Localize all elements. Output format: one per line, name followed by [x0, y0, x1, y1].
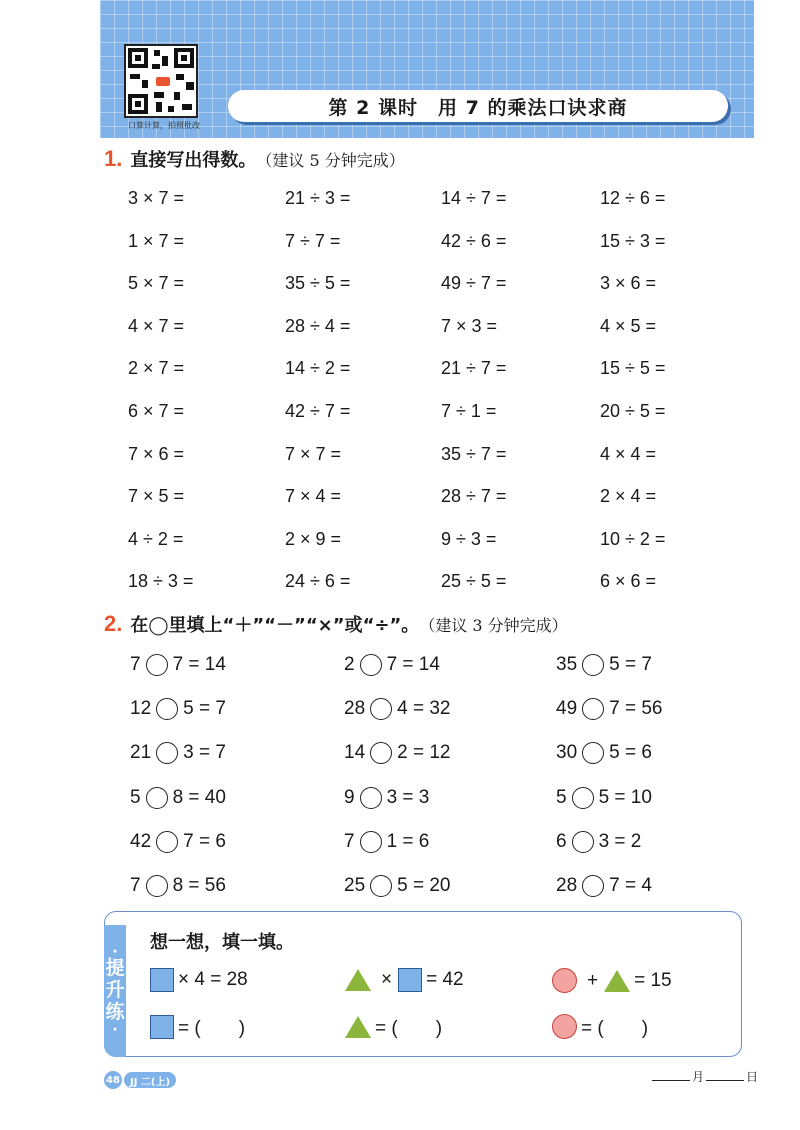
qr-caption: 口算计算，拍照批改: [128, 121, 200, 130]
calc-item[interactable]: 42 ÷ 6 =: [441, 230, 507, 251]
qr-logo: [156, 77, 170, 86]
right-expression: 3 = 3: [386, 786, 430, 808]
improve-item: [150, 1013, 245, 1040]
calc-item[interactable]: 18 ÷ 3 =: [128, 571, 194, 592]
left-operand: 42: [130, 830, 152, 852]
calc-item[interactable]: 12 ÷ 6 =: [600, 188, 666, 208]
right-expression: 8 = 40: [172, 786, 226, 808]
qr-finder: [174, 48, 194, 68]
month-label: 月: [692, 1070, 705, 1084]
tab-char: 提: [105, 957, 125, 980]
qr-module: [186, 82, 194, 90]
calc-item[interactable]: 20 ÷ 5 =: [600, 401, 666, 421]
operator-circle-blank[interactable]: [156, 698, 178, 720]
right-expression: 7 = 56: [609, 698, 663, 720]
answer-blank[interactable]: = ( ): [375, 1018, 443, 1039]
operator-item: [556, 698, 663, 720]
left-operand: 2: [344, 654, 355, 675]
improve-item: [345, 968, 464, 992]
calc-item[interactable]: 3 × 7 =: [128, 188, 185, 208]
operator-item: [556, 742, 652, 764]
improve-title: 想一想，填一填。: [150, 932, 294, 953]
calc-item[interactable]: 4 ÷ 2 =: [128, 528, 184, 549]
left-operand: 6: [556, 830, 567, 852]
right-expression: 3 = 7: [183, 742, 226, 764]
qr-finder: [128, 94, 148, 114]
right-expression: 5 = 20: [397, 875, 451, 896]
right-expression: 5 = 6: [609, 742, 652, 764]
right-expression: 5 = 7: [609, 654, 652, 675]
operator-item: [130, 742, 226, 764]
calc-item[interactable]: 2 × 9 =: [285, 528, 342, 549]
equation-text: × 4 = 28: [178, 969, 248, 990]
operator-item: [556, 654, 652, 676]
left-operand: 21: [130, 742, 152, 764]
right-expression: 4 = 32: [397, 698, 451, 720]
right-expression: 7 = 14: [386, 654, 440, 675]
operator-item: [556, 787, 652, 809]
operator-circle-blank[interactable]: [582, 875, 604, 897]
right-expression: 3 = 2: [598, 830, 642, 852]
operator-item: [130, 787, 226, 809]
left-operand: 5: [130, 786, 141, 808]
square-shape[interactable]: [150, 1015, 174, 1039]
question-1-note: （建议 5 分钟完成）: [256, 151, 405, 170]
calc-item[interactable]: 14 ÷ 2 =: [285, 358, 351, 379]
operator-item: [344, 654, 440, 676]
operator-item: [556, 875, 652, 897]
improve-item: [552, 1013, 648, 1040]
triangle-shape[interactable]: [345, 1016, 371, 1038]
calc-item[interactable]: 7 ÷ 1 =: [441, 401, 497, 421]
calc-item[interactable]: 7 × 4 =: [285, 486, 342, 507]
square-shape[interactable]: [150, 968, 174, 992]
operator-item: [130, 831, 226, 853]
operator-circle-blank[interactable]: [156, 831, 178, 853]
operator-circle-blank[interactable]: [370, 875, 392, 897]
right-expression: 5 = 7: [183, 698, 226, 720]
calc-item[interactable]: 24 ÷ 6 =: [285, 571, 351, 592]
calc-item[interactable]: 7 × 6 =: [128, 443, 185, 464]
left-operand: 5: [556, 786, 567, 808]
left-operand: 9: [344, 786, 355, 808]
operator-item: [344, 831, 429, 853]
calc-item[interactable]: 7 ÷ 7 =: [285, 230, 341, 251]
right-expression: 7 = 4: [609, 875, 652, 896]
operator-item: [344, 698, 451, 720]
calc-item[interactable]: 6 × 7 =: [128, 401, 185, 421]
operator-circle-blank[interactable]: [572, 831, 594, 853]
operator-circle-blank[interactable]: [572, 787, 594, 809]
square-shape[interactable]: [398, 968, 422, 992]
qr-module: [154, 50, 160, 56]
question-1-instruction: 直接写出得数。: [130, 150, 257, 171]
tab-dot: ·: [112, 1021, 118, 1038]
operator-circle-blank[interactable]: [360, 831, 382, 853]
qr-module: [142, 80, 148, 88]
improve-tab: [104, 925, 126, 1057]
calc-item[interactable]: 42 ÷ 7 =: [285, 401, 351, 421]
triangle-shape[interactable]: [345, 969, 371, 991]
calc-item[interactable]: 15 ÷ 3 =: [600, 230, 666, 251]
calc-item[interactable]: 14 ÷ 7 =: [441, 188, 507, 208]
answer-blank[interactable]: = ( ): [581, 1018, 649, 1039]
operator-circle-blank[interactable]: [146, 787, 168, 809]
question-1-number: 1.: [104, 146, 123, 171]
left-operand: 25: [344, 875, 366, 896]
left-operand: 49: [556, 698, 578, 720]
improve-item: [150, 968, 248, 992]
qr-module: [156, 102, 162, 112]
left-operand: 7: [344, 830, 355, 852]
calc-item[interactable]: 1 × 7 =: [128, 230, 185, 251]
operator-item: [130, 654, 226, 676]
operator-circle-blank[interactable]: [146, 875, 168, 897]
calc-item[interactable]: 28 ÷ 7 =: [441, 486, 507, 507]
calc-item[interactable]: 21 ÷ 7 =: [441, 358, 507, 379]
right-expression: 8 = 56: [172, 875, 226, 896]
qr-module: [182, 104, 192, 110]
right-expression: 1 = 6: [386, 830, 430, 852]
operator-item: [344, 742, 451, 764]
left-operand: 7: [130, 875, 141, 896]
calc-item[interactable]: 7 × 3 =: [441, 315, 498, 336]
question-2-note: （建议 3 分钟完成）: [419, 616, 568, 635]
date-line: [650, 1068, 758, 1085]
circle-shape[interactable]: [552, 1014, 577, 1039]
operator-circle-blank[interactable]: [146, 654, 168, 676]
calc-item[interactable]: 35 ÷ 5 =: [285, 273, 351, 294]
qr-module: [162, 56, 168, 66]
left-operand: 30: [556, 742, 578, 764]
calc-item[interactable]: 25 ÷ 5 =: [441, 571, 507, 592]
calc-item[interactable]: 4 × 4 =: [600, 443, 657, 464]
operator-circle-blank[interactable]: [582, 742, 604, 764]
question-2-heading: [104, 611, 568, 637]
qr-code[interactable]: [124, 44, 198, 118]
equation-text: = 15: [634, 969, 672, 991]
operator-circle-blank[interactable]: [360, 787, 382, 809]
operator-text: ×: [381, 969, 393, 990]
qr-finder: [128, 48, 148, 68]
operator-item: [344, 787, 429, 809]
calc-item[interactable]: 9 ÷ 3 =: [441, 528, 497, 549]
triangle-shape[interactable]: [604, 970, 630, 992]
calc-item[interactable]: 3 × 6 =: [600, 273, 657, 294]
qr-module: [130, 74, 140, 79]
calc-item[interactable]: 2 × 7 =: [128, 358, 185, 379]
calc-item[interactable]: 35 ÷ 7 =: [441, 443, 507, 464]
grade-tag: JJ 二(上): [124, 1072, 176, 1088]
improve-item: [345, 1013, 442, 1040]
left-operand: 12: [130, 698, 152, 720]
qr-module: [152, 64, 160, 69]
calc-item[interactable]: 10 ÷ 2 =: [600, 528, 666, 549]
calc-item[interactable]: 4 × 7 =: [128, 315, 185, 336]
calc-item[interactable]: 28 ÷ 4 =: [285, 315, 351, 336]
answer-blank[interactable]: = ( ): [178, 1018, 246, 1039]
left-operand: 35: [556, 654, 578, 675]
left-operand: 7: [130, 654, 141, 675]
tab-char: 升: [105, 979, 125, 1002]
operator-circle-blank[interactable]: [156, 742, 178, 764]
question-2-number: 2.: [104, 611, 123, 636]
equation-text: = 42: [426, 969, 464, 990]
month-blank[interactable]: [652, 1080, 690, 1081]
qr-module: [176, 74, 184, 80]
page-number: 48: [104, 1071, 122, 1089]
calc-item[interactable]: 4 × 5 =: [600, 315, 657, 336]
tab-dot: ·: [112, 943, 118, 960]
left-operand: 28: [344, 698, 366, 720]
operator-circle-blank[interactable]: [582, 698, 604, 720]
calc-item[interactable]: 7 × 7 =: [285, 443, 342, 464]
operator-item: [130, 875, 226, 897]
operator-circle-blank[interactable]: [582, 654, 604, 676]
day-label: 日: [746, 1070, 759, 1084]
right-expression: 7 = 14: [172, 654, 226, 675]
right-expression: 7 = 6: [183, 830, 226, 852]
lesson-title: [228, 90, 728, 122]
operator-item: [130, 698, 226, 720]
qr-module: [154, 92, 164, 98]
operator-item: [344, 875, 451, 897]
operator-text: +: [587, 969, 599, 991]
operator-circle-blank[interactable]: [370, 742, 392, 764]
operator-circle-blank[interactable]: [370, 698, 392, 720]
circle-shape[interactable]: [552, 968, 577, 993]
operator-circle-blank[interactable]: [360, 654, 382, 676]
right-expression: 5 = 10: [598, 786, 652, 808]
calc-item[interactable]: 7 × 5 =: [128, 486, 185, 507]
question-1-heading: [104, 146, 405, 172]
left-operand: 14: [344, 742, 366, 764]
calc-item[interactable]: 49 ÷ 7 =: [441, 273, 507, 294]
calc-item[interactable]: 5 × 7 =: [128, 273, 185, 294]
day-blank[interactable]: [706, 1080, 744, 1081]
calc-item[interactable]: 6 × 6 =: [600, 571, 657, 592]
qr-module: [174, 92, 180, 100]
question-2-instruction: 在◯里填上“＋”“－”“×”或“÷”。: [130, 615, 420, 636]
improve-item: [552, 968, 672, 993]
left-operand: 28: [556, 875, 578, 896]
lesson-title-text: 第 2 课时 用 7 的乘法口诀求商: [328, 96, 628, 119]
tab-char: 练: [105, 1000, 125, 1023]
calc-item[interactable]: 21 ÷ 3 =: [285, 188, 351, 208]
calc-item[interactable]: 2 × 4 =: [600, 486, 657, 507]
qr-module: [168, 106, 174, 112]
calc-item[interactable]: 15 ÷ 5 =: [600, 358, 666, 379]
right-expression: 2 = 12: [397, 742, 451, 764]
operator-item: [556, 831, 641, 853]
